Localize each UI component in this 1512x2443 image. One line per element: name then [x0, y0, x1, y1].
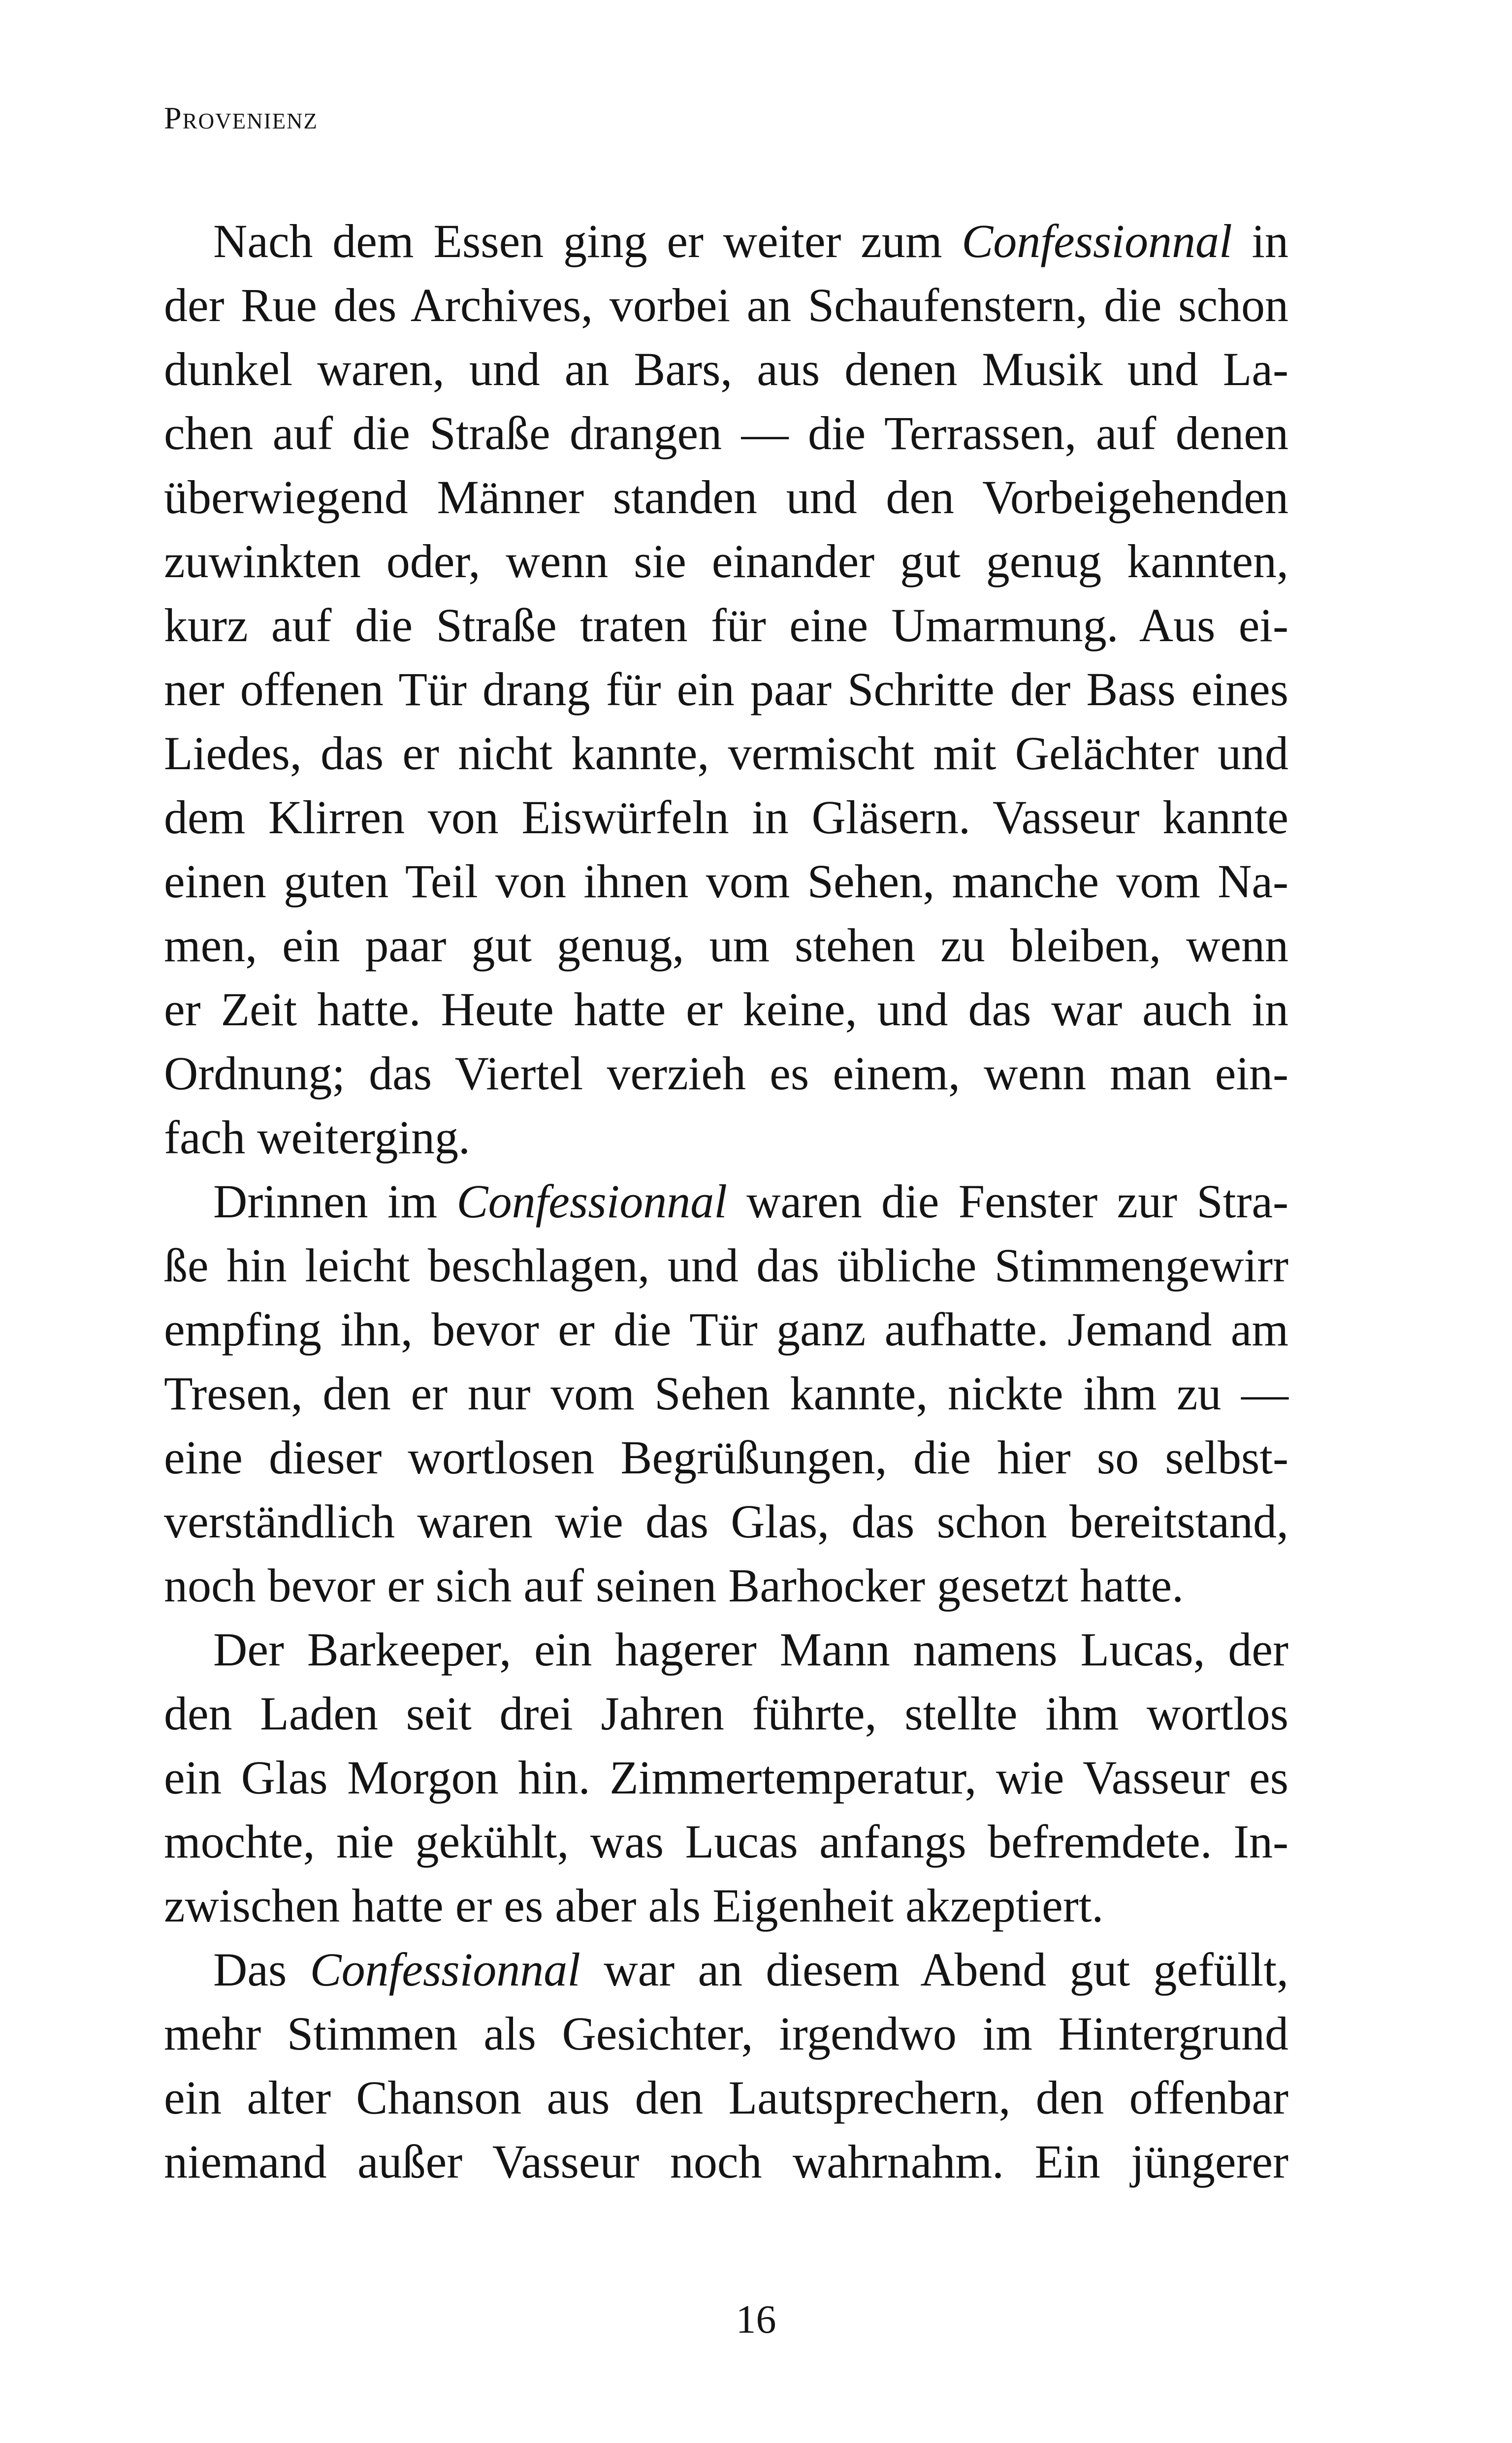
text-segment: waren die Fenster zur Stra- — [727, 1175, 1289, 1228]
text-segment: niemand außer Vasseur noch wahrnahm. Ein jüngerer — [164, 2135, 1288, 2188]
text-segment: Liedes, das er nicht kannte, vermischt mit Gelächter und — [164, 727, 1288, 780]
text-segment: ein alter Chanson aus den Lautsprechern, den offenbar — [164, 2071, 1288, 2124]
italic-title: Confessionnal — [962, 215, 1232, 267]
text-line — [164, 465, 1288, 529]
text-line — [164, 593, 1288, 657]
text-segment: Das — [213, 1943, 310, 1996]
text-line — [164, 1362, 1288, 1426]
text-line — [164, 1042, 1288, 1106]
text-line — [164, 1874, 1288, 1938]
text-segment: dunkel waren, und an Bars, aus denen Musik und La- — [164, 343, 1288, 395]
text-line — [164, 1170, 1288, 1234]
text-line — [164, 337, 1288, 401]
text-line — [164, 209, 1288, 273]
paragraph — [164, 209, 1288, 1170]
text-line — [164, 2066, 1288, 2130]
text-segment: verständlich waren wie das Glas, das schon bereitstand, — [164, 1495, 1288, 1548]
text-segment: dem Klirren von Eiswürfeln in Gläsern. Vasseur kannte — [164, 791, 1288, 844]
text-segment: Nach dem Essen ging er weiter zum — [213, 215, 962, 267]
text-segment: ein Glas Morgon hin. Zimmertemperatur, wie Vasseur es — [164, 1751, 1288, 1804]
text-segment: Tresen, den er nur vom Sehen kannte, nickte ihm zu — — [164, 1367, 1288, 1420]
text-line — [164, 1106, 1288, 1170]
text-segment: fach weiterging. — [164, 1111, 470, 1164]
text-segment: Ordnung; das Viertel verzieh es einem, wenn man ein- — [164, 1047, 1288, 1100]
text-line — [164, 657, 1288, 721]
text-line — [164, 721, 1288, 785]
text-line — [164, 1234, 1288, 1298]
text-line — [164, 913, 1288, 977]
text-segment: er Zeit hatte. Heute hatte er keine, und das war auch in — [164, 983, 1288, 1036]
text-segment: zuwinkten oder, wenn sie einander gut genug kannten, — [164, 535, 1288, 587]
text-segment: Der Barkeeper, ein hagerer Mann namens Lucas, der — [213, 1623, 1288, 1676]
text-line — [164, 1298, 1288, 1362]
text-segment: den Laden seit drei Jahren führte, stellte ihm wortlos — [164, 1687, 1288, 1740]
text-line — [164, 1746, 1288, 1810]
text-line — [164, 401, 1288, 465]
italic-title: Confessionnal — [310, 1943, 580, 1996]
text-segment: war an diesem Abend gut gefüllt, — [580, 1943, 1289, 1996]
text-segment: mehr Stimmen als Gesichter, irgendwo im Hintergrund — [164, 2007, 1288, 2060]
text-segment: der Rue des Archives, vorbei an Schaufenstern, die schon — [164, 279, 1288, 331]
running-head: Provenienz — [164, 100, 319, 135]
text-segment: überwiegend Männer standen und den Vorbeigehenden — [164, 471, 1288, 523]
text-segment: eine dieser wortlosen Begrüßungen, die hier so selbst- — [164, 1431, 1288, 1484]
text-line — [164, 849, 1288, 913]
text-line — [164, 1426, 1288, 1490]
text-line — [164, 529, 1288, 593]
text-line — [164, 1682, 1288, 1746]
paragraph — [164, 1938, 1288, 2194]
text-segment: men, ein paar gut genug, um stehen zu bleiben, wenn — [164, 919, 1288, 972]
text-segment: Drinnen im — [213, 1175, 457, 1228]
text-line — [164, 2130, 1288, 2194]
text-segment: zwischen hatte er es aber als Eigenheit akzeptiert. — [164, 1879, 1104, 1932]
text-segment: noch bevor er sich auf seinen Barhocker gesetzt hatte. — [164, 1559, 1184, 1612]
text-line — [164, 785, 1288, 849]
body-text — [164, 209, 1288, 2194]
text-segment: mochte, nie gekühlt, was Lucas anfangs befremdete. In- — [164, 1815, 1288, 1868]
text-segment: ße hin leicht beschlagen, und das übliche Stimmengewirr — [164, 1239, 1288, 1292]
text-line — [164, 1618, 1288, 1682]
text-line — [164, 1490, 1288, 1554]
text-segment: empfing ihn, bevor er die Tür ganz aufhatte. Jemand am — [164, 1303, 1288, 1356]
text-line — [164, 2002, 1288, 2066]
page-number: 16 — [736, 2297, 776, 2342]
text-line — [164, 1938, 1288, 2002]
text-line — [164, 273, 1288, 337]
text-segment: chen auf die Straße drangen — die Terrassen, auf denen — [164, 407, 1288, 459]
text-segment: ner offenen Tür drang für ein paar Schritte der Bass eines — [164, 663, 1288, 716]
paragraph — [164, 1618, 1288, 1938]
text-line — [164, 1554, 1288, 1618]
text-line — [164, 1810, 1288, 1874]
text-segment: kurz auf die Straße traten für eine Umarmung. Aus ei- — [164, 599, 1288, 651]
paragraph — [164, 1170, 1288, 1618]
text-line — [164, 977, 1288, 1042]
text-segment: einen guten Teil von ihnen vom Sehen, manche vom Na- — [164, 855, 1288, 908]
text-segment: in — [1232, 215, 1289, 267]
italic-title: Confessionnal — [456, 1175, 727, 1228]
